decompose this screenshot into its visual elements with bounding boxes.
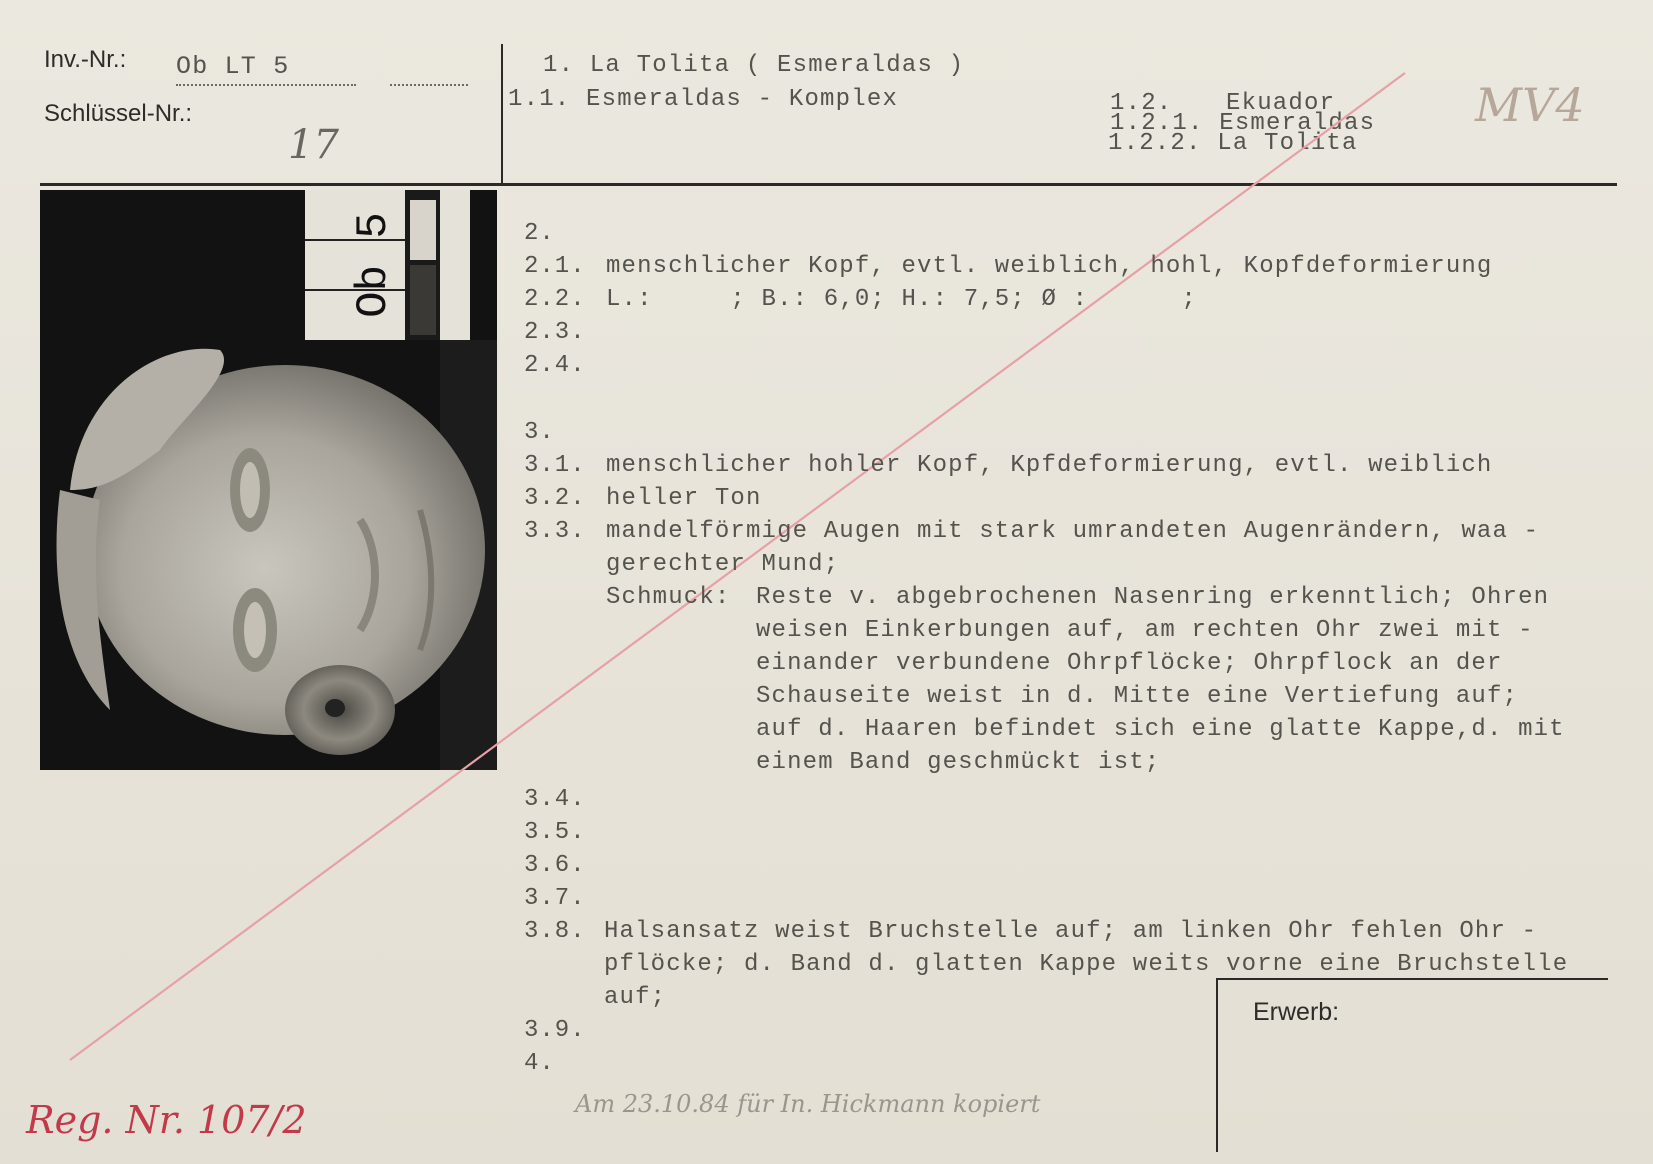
photo-tag-text: Ob 5 xyxy=(349,212,399,318)
location-1-2-number: 1.2. xyxy=(1110,90,1173,117)
field-2-2-number: 2.2. xyxy=(524,286,586,313)
field-2-4-number: 2.4. xyxy=(524,352,586,379)
field-3-3-text-line2: gerechter Mund; xyxy=(606,551,840,578)
field-4-number: 4. xyxy=(524,1050,555,1077)
location-1-2-1: 1.2.1. Esmeraldas xyxy=(1110,110,1376,137)
inventory-number-label: Inv.-Nr.: xyxy=(44,46,127,73)
copy-note: Am 23.10.84 für In. Hickmann kopiert xyxy=(575,1090,1041,1118)
schmuck-line-5: auf d. Haaren befindet sich eine glatte Kappe,d. mit xyxy=(756,716,1565,743)
field-3-2-number: 3.2. xyxy=(524,485,586,512)
field-3-8-text-line3: auf; xyxy=(604,984,667,1011)
schmuck-line-2: weisen Einkerbungen auf, am rechten Ohr zwei mit - xyxy=(756,617,1534,644)
field-2-number: 2. xyxy=(524,220,555,247)
field-2-1-number: 2.1. xyxy=(524,253,586,280)
field-3-8-text-line1: Halsansatz weist Bruchstelle auf; am linken Ohr fehlen Ohr - xyxy=(604,918,1538,945)
field-2-3-number: 2.3. xyxy=(524,319,586,346)
inventory-number-value: Ob LT 5 xyxy=(176,52,290,81)
location-1-2-2: 1.2.2. La Tolita xyxy=(1108,130,1358,157)
acquisition-box-left xyxy=(1216,978,1218,1152)
field-3-8-number: 3.8. xyxy=(524,918,586,945)
field-3-2-text: heller Ton xyxy=(606,485,762,512)
field-3-8-text-line2: pflöcke; d. Band d. glatten Kappe weits vorne eine Bruchstelle xyxy=(604,951,1569,978)
field-3-1-number: 3.1. xyxy=(524,452,586,479)
location-1: 1. La Tolita ( Esmeraldas ) xyxy=(543,52,965,79)
schmuck-line-1: Reste v. abgebrochenen Nasenring erkenntlich; Ohren xyxy=(756,584,1550,611)
key-number-handwritten: 17 xyxy=(288,122,339,168)
key-number-label: Schlüssel-Nr.: xyxy=(44,100,193,127)
field-3-1-text: menschlicher hohler Kopf, Kpfdeformierung, evtl. weiblich xyxy=(606,452,1493,479)
field-3-4-number: 3.4. xyxy=(524,786,586,813)
register-number: Reg. Nr. 107/2 xyxy=(26,1098,307,1142)
schmuck-line-3: einander verbundene Ohrpflöcke; Ohrpflock an der xyxy=(756,650,1503,677)
acquisition-label: Erwerb: xyxy=(1253,998,1340,1026)
field-3-3-text-line1: mandelförmige Augen mit stark umrandeten Augenrändern, waa - xyxy=(606,518,1540,545)
field-3-5-number: 3.5. xyxy=(524,819,586,846)
field-2-2-text: L.: ; B.: 6,0; H.: 7,5; Ø : ; xyxy=(606,286,1197,313)
location-1-2-country: Ekuador xyxy=(1226,90,1336,117)
schmuck-line-6: einem Band geschmückt ist; xyxy=(756,749,1161,776)
field-3-number: 3. xyxy=(524,419,555,446)
field-2-1-text: menschlicher Kopf, evtl. weiblich, hohl, Kopfdeformierung xyxy=(606,253,1493,280)
handwritten-mark: MV4 xyxy=(1475,78,1585,132)
schmuck-line-4: Schauseite weist in d. Mitte eine Vertiefung auf; xyxy=(756,683,1519,710)
field-3-7-number: 3.7. xyxy=(524,885,586,912)
schmuck-label: Schmuck: xyxy=(606,584,731,611)
location-1-1: 1.1. Esmeraldas - Komplex xyxy=(508,86,899,113)
field-3-9-number: 3.9. xyxy=(524,1017,586,1044)
field-3-6-number: 3.6. xyxy=(524,852,586,879)
acquisition-box-top xyxy=(1216,978,1608,980)
field-3-3-number: 3.3. xyxy=(524,518,586,545)
